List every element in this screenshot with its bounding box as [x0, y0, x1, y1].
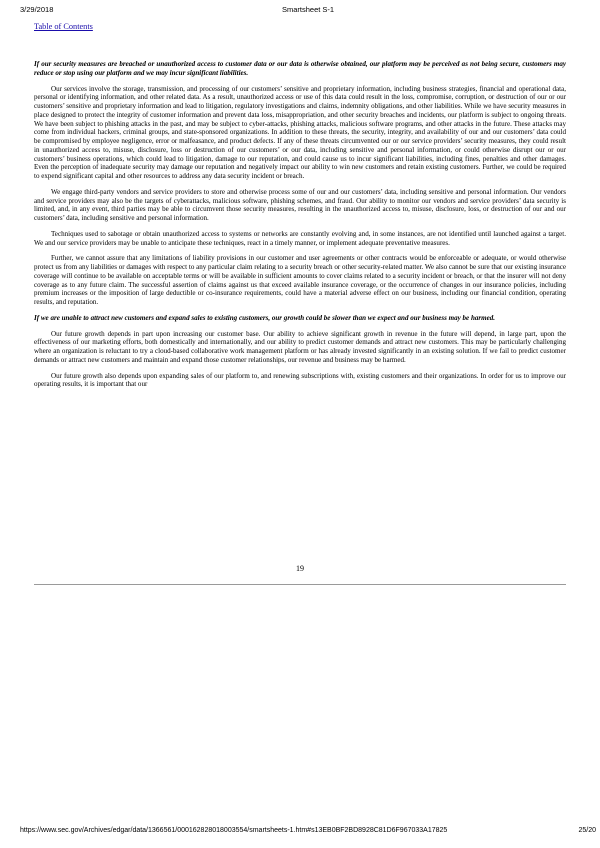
paragraph-customer-base: Our future growth depends in part upon increasing our customer base. Our ability to achieve significant growth in revenue in the future will depend, in large part, upon the effectiveness of our marketing efforts, both domestically and internationally, and our ability to predict customer demands and attract new customers. This may be particularly challenging where an organization is reluctant to try a cloud-based collaborative work management platform or has already invested significantly in an existing solution. If we fail to predict customer demands or attract new customers and maintain and expand those customer relationships, our revenue and business may be harmed.: [34, 329, 566, 364]
paragraph-expanding-sales: Our future growth also depends upon expanding sales of our platform to, and renewing subscriptions with, existing customers and their organizations. In order for us to improve our operating results, it is important that our: [34, 371, 566, 389]
paragraph-third-party-vendors: We engage third-party vendors and service providers to store and otherwise process some of our and our customers’ data, including sensitive and personal information. Our vendors and service providers may also be the targets of cyberattacks, malicious software, phishing schemes, and fraud. Our ability to monitor our vendors and service providers’ data security is limited, and, in any event, third parties may be able to circumvent those security measures, resulting in the unauthorized access to, misuse, disclosure, loss, or destruction of our and our customers’ data, including sensitive and personal information.: [34, 187, 566, 222]
print-url: https://www.sec.gov/Archives/edgar/data/1366561/000162828018003554/smartsheets-1.htm#s13EB0BF2BD8928C81D6F967033A17825: [20, 827, 448, 834]
print-page-count: 25/20: [578, 827, 596, 834]
print-header: [20, 5, 584, 17]
page-divider: [34, 584, 566, 585]
risk-heading-security: If our security measures are breached or unauthorized access to customer data or our data is otherwise obtained, our platform may be perceived as not being secure, customers may reduce or stop using our platform and we may incur significant liabilities.: [34, 60, 566, 77]
risk-heading-growth: If we are unable to attract new customers and expand sales to existing customers, our growth could be slower than we expect and our business may be harmed.: [34, 313, 496, 322]
paragraph-services-data: Our services involve the storage, transmission, and processing of our customers’ sensitive and proprietary information, including business strategies, financial and operational data, personal or identifying information, and other related data. As a result, unauthorized access or use of this data could result in the loss, compromise, corruption, or destruction of our or our customers’ sensitive and proprietary information and lead to litigation, regulatory investigations and claims, indemnity obligations, and other liabilities. While we have security measures in place designed to protect the integrity of customer information and prevent data loss, misappropriation, and other security breaches and incidents, our platform is subject to ongoing threats. We have been subject to phishing attacks in the past, and may be subject to cyber-attacks, phishing attacks, malicious software programs, and other attacks in the future. These attacks may come from individual hackers, criminal groups, and state-sponsored organizations. In addition to these threats, the security, integrity, and availability of our and our customers’ data could be compromised by employee negligence, error or malfeasance, and product defects. If any of these threats circumvented our or our service providers’ security measures, they could result in unauthorized access to, misuse, disclosure, loss or destruction of our customers’ or our data, including sensitive and personal information, or could otherwise disrupt our or our customers’ business operations, which could lead to litigation, damage to our reputation, and could cause us to incur significant liabilities, including fines, penalties and other damages. Even the perception of inadequate security may damage our reputation and negatively impact our ability to win new customers and retain existing customers. Further, we could be required to expend significant capital and other resources to address any data security incident or breach.: [34, 84, 566, 180]
print-title: Smartsheet S-1: [282, 5, 335, 14]
print-footer: [20, 827, 596, 839]
paragraph-sabotage-techniques: Techniques used to sabotage or obtain unauthorized access to systems or networks are constantly evolving and, in some instances, are not identified until launched against a target. We and our service providers may be unable to anticipate these techniques, react in a timely manner, or implement adequate preventative measures.: [34, 229, 566, 247]
paragraph-liability-insurance: Further, we cannot assure that any limitations of liability provisions in our customer and user agreements or other contracts would be enforceable or adequate, or would otherwise protect us from any liabilities or damages with respect to any particular claim relating to a security breach or other security-related matter. We also cannot be sure that our existing insurance coverage will continue to be available on acceptable terms or will be available in sufficient amounts to cover claims related to a security incident or breach, or that the insurer will not deny coverage as to any future claim. The successful assertion of claims against us that exceed available insurance coverage, or the occurrence of changes in our insurance policies, including premium increases or the imposition of large deductible or co-insurance requirements, could have a material adverse effect on our business, including our financial condition, operating results, and reputation.: [34, 254, 566, 306]
table-of-contents-link[interactable]: Table of Contents: [34, 22, 93, 31]
print-date: 3/29/2018: [20, 5, 54, 14]
document-body: [34, 60, 566, 396]
page-number: 19: [296, 564, 304, 573]
